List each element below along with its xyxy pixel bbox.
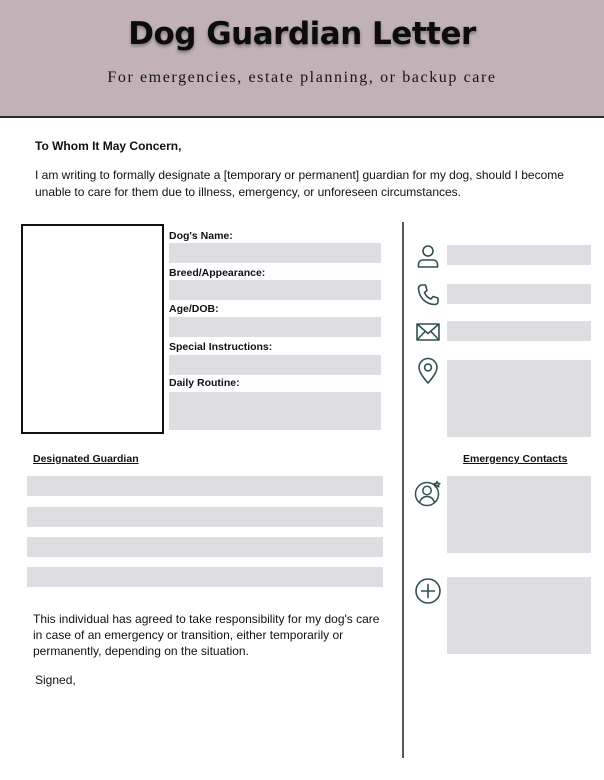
dog-name-label: Dog's Name: [169, 230, 233, 242]
guardian-field[interactable] [27, 567, 383, 587]
emergency-contact-icon [414, 479, 442, 507]
guardian-address-field[interactable] [447, 360, 591, 437]
location-pin-icon [414, 357, 442, 385]
age-label: Age/DOB: [169, 303, 219, 315]
guardian-field[interactable] [27, 537, 383, 557]
page-subtitle: For emergencies, estate planning, or backup care [107, 69, 497, 86]
designated-guardian-heading: Designated Guardian [33, 453, 139, 465]
header-banner [0, 0, 604, 118]
column-divider [402, 222, 404, 758]
emergency-contact-field[interactable] [447, 476, 591, 553]
special-instructions-field[interactable] [169, 355, 381, 375]
daily-routine-field[interactable] [169, 392, 381, 430]
guardian-email-field[interactable] [447, 321, 591, 341]
special-instructions-label: Special Instructions: [169, 341, 273, 353]
add-circle-icon [414, 577, 442, 605]
mail-icon [414, 318, 442, 346]
phone-icon [414, 281, 442, 309]
guardian-field[interactable] [27, 476, 383, 496]
dog-photo-box[interactable] [21, 224, 164, 434]
emergency-contacts-heading: Emergency Contacts [463, 453, 568, 465]
closing-paragraph: This individual has agreed to take responsibility for my dog's care in case of an emergency or transition, either temporarily or permanently, depending on the situation. [33, 612, 380, 658]
age-field[interactable] [169, 317, 381, 337]
breed-field[interactable] [169, 280, 381, 300]
emergency-contact-field[interactable] [447, 577, 591, 654]
guardian-phone-field[interactable] [447, 284, 591, 304]
dog-name-field[interactable] [169, 243, 381, 263]
intro-paragraph: I am writing to formally designate a [temporary or permanent] guardian for my dog, should I become unable to care for them due to illness, emergency, or unforeseen circumstances. [35, 168, 564, 199]
signature-line: Signed, [35, 673, 76, 687]
guardian-name-field[interactable] [447, 245, 591, 265]
daily-routine-label: Daily Routine: [169, 377, 240, 389]
breed-label: Breed/Appearance: [169, 267, 266, 279]
guardian-field[interactable] [27, 507, 383, 527]
salutation: To Whom It May Concern, [35, 139, 182, 153]
page-title: Dog Guardian Letter [128, 16, 476, 52]
person-icon [414, 242, 442, 270]
